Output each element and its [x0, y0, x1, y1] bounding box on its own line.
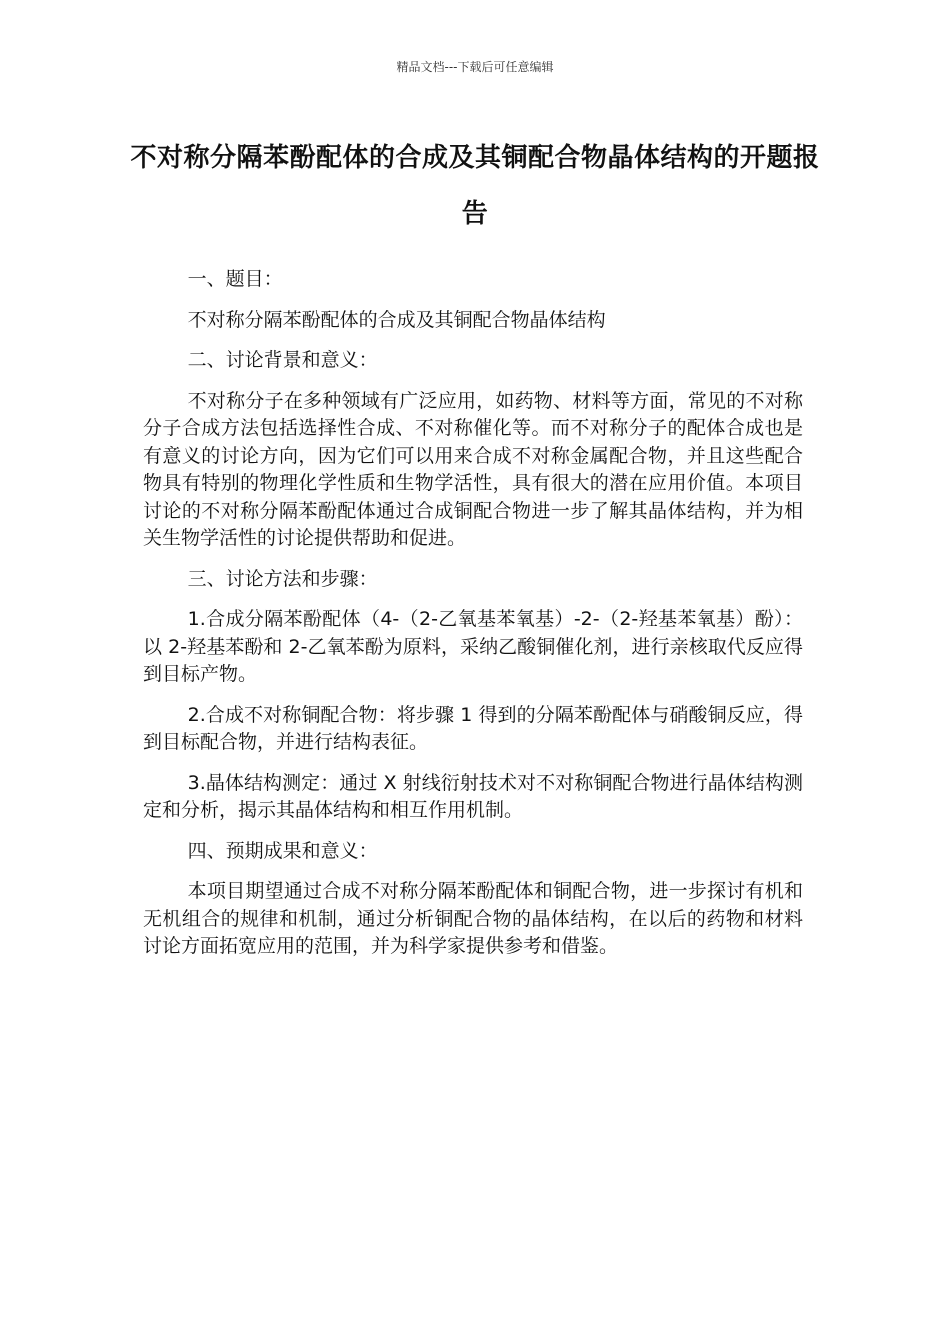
section-3-heading: 三、讨论方法和步骤： — [187, 567, 378, 590]
section-3-step-3: 3.晶体结构测定：通过 X 射线衍射技术对不对称铜配合物进行晶体结构测定和分析，揭示其晶体结构和相互作用机制。 — [143, 771, 803, 821]
section-1-heading: 一、题目： — [187, 268, 283, 290]
section-2-text: 不对称分子在多种领域有广泛应用，如药物、材料等方面，常见的不对称分子合成方法包括选择性合成、不对称催化等。而不对称分子的配体合成也是有意义的讨论方向，因为它们可以用来合成不对称金属配合物，并且这些配合物具有特别的物理化学性质和生物学活性，具有很大的潜在应用价值。本项目讨论的不对称分隔苯酚配体通过合成铜配合物进一步了解其晶体结构，并为相关生物学活性的讨论提供帮助和促进。 — [143, 389, 803, 549]
section-2-heading: 二、讨论背景和意义： — [187, 349, 378, 371]
section-1-text: 不对称分隔苯酚配体的合成及其铜配合物晶体结构 — [187, 308, 606, 331]
document-body — [143, 266, 803, 974]
section-4-text: 本项目期望通过合成不对称分隔苯酚配体和铜配合物，进一步探讨有机和无机组合的规律和机制，通过分析铜配合物的晶体结构，在以后的药物和材料讨论方面拓宽应用的范围，并为科学家提供参考和借鉴。 — [143, 880, 803, 957]
document-title: 不对称分隔苯酚配体的合成及其铜配合物晶体结构的开题报告 — [130, 143, 820, 229]
header-note: 精品文档---下载后可任意编辑 — [396, 60, 554, 74]
section-3-step-1: 1.合成分隔苯酚配体（4-（2-乙氧基苯氧基）-2-（2-羟基苯氧基）酚）：以 2-羟基苯酚和 2-乙氧苯酚为原料，采纳乙酸铜催化剂，进行亲核取代反应得到目标产物。 — [143, 608, 803, 685]
section-3-step-2: 2.合成不对称铜配合物：将步骤 1 得到的分隔苯酚配体与硝酸铜反应，得到目标配合物，并进行结构表征。 — [143, 703, 803, 753]
section-4-heading: 四、预期成果和意义： — [187, 839, 378, 862]
